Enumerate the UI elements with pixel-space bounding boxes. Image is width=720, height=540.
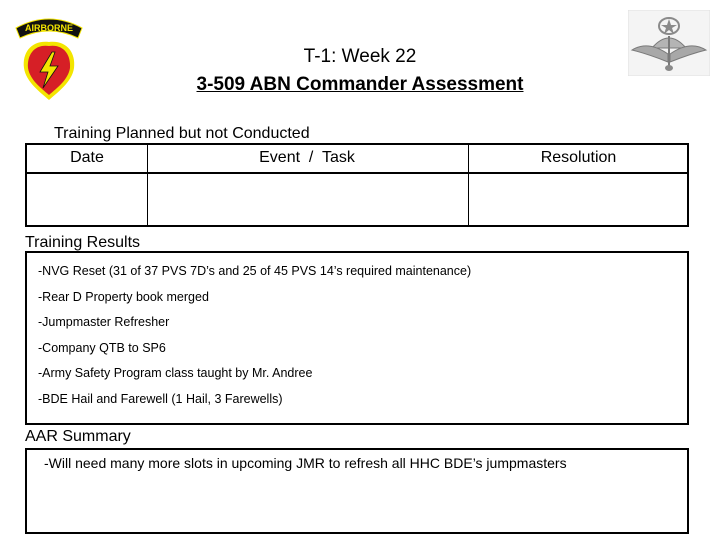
list-item: -Army Safety Program class taught by Mr. Andree	[38, 366, 313, 380]
page-title: T-1: Week 22	[303, 46, 417, 67]
aar-section-label: AAR Summary	[25, 428, 131, 445]
results-list	[38, 264, 471, 417]
column-divider	[147, 145, 148, 225]
results-box	[25, 251, 689, 425]
column-header-event-task: Event / Task	[259, 149, 355, 166]
list-item: -BDE Hail and Farewell (1 Hail, 3 Farewells)	[38, 391, 283, 406]
column-header-resolution: Resolution	[540, 149, 617, 166]
list-item: -Company QTB to SP6	[38, 340, 166, 355]
planned-table	[25, 143, 689, 227]
aar-summary-text: -Will need many more slots in upcoming JMR to refresh all HHC BDE’s jumpmasters	[44, 455, 567, 471]
results-section-label: Training Results	[25, 234, 141, 251]
list-item: -NVG Reset (31 of 37 PVS 7D’s and 25 of 45 PVS 14’s required maintenance)	[38, 264, 472, 278]
column-header-date: Date	[70, 149, 104, 166]
planned-section-label: Training Planned but not Conducted	[54, 125, 310, 142]
list-item: -Jumpmaster Refresher	[38, 315, 170, 329]
patch-tab-text: AIRBORNE	[24, 23, 74, 33]
aar-box	[25, 448, 689, 534]
list-item: -Rear D Property book merged	[38, 289, 209, 304]
page-subtitle: 3-509 ABN Commander Assessment	[196, 74, 524, 95]
